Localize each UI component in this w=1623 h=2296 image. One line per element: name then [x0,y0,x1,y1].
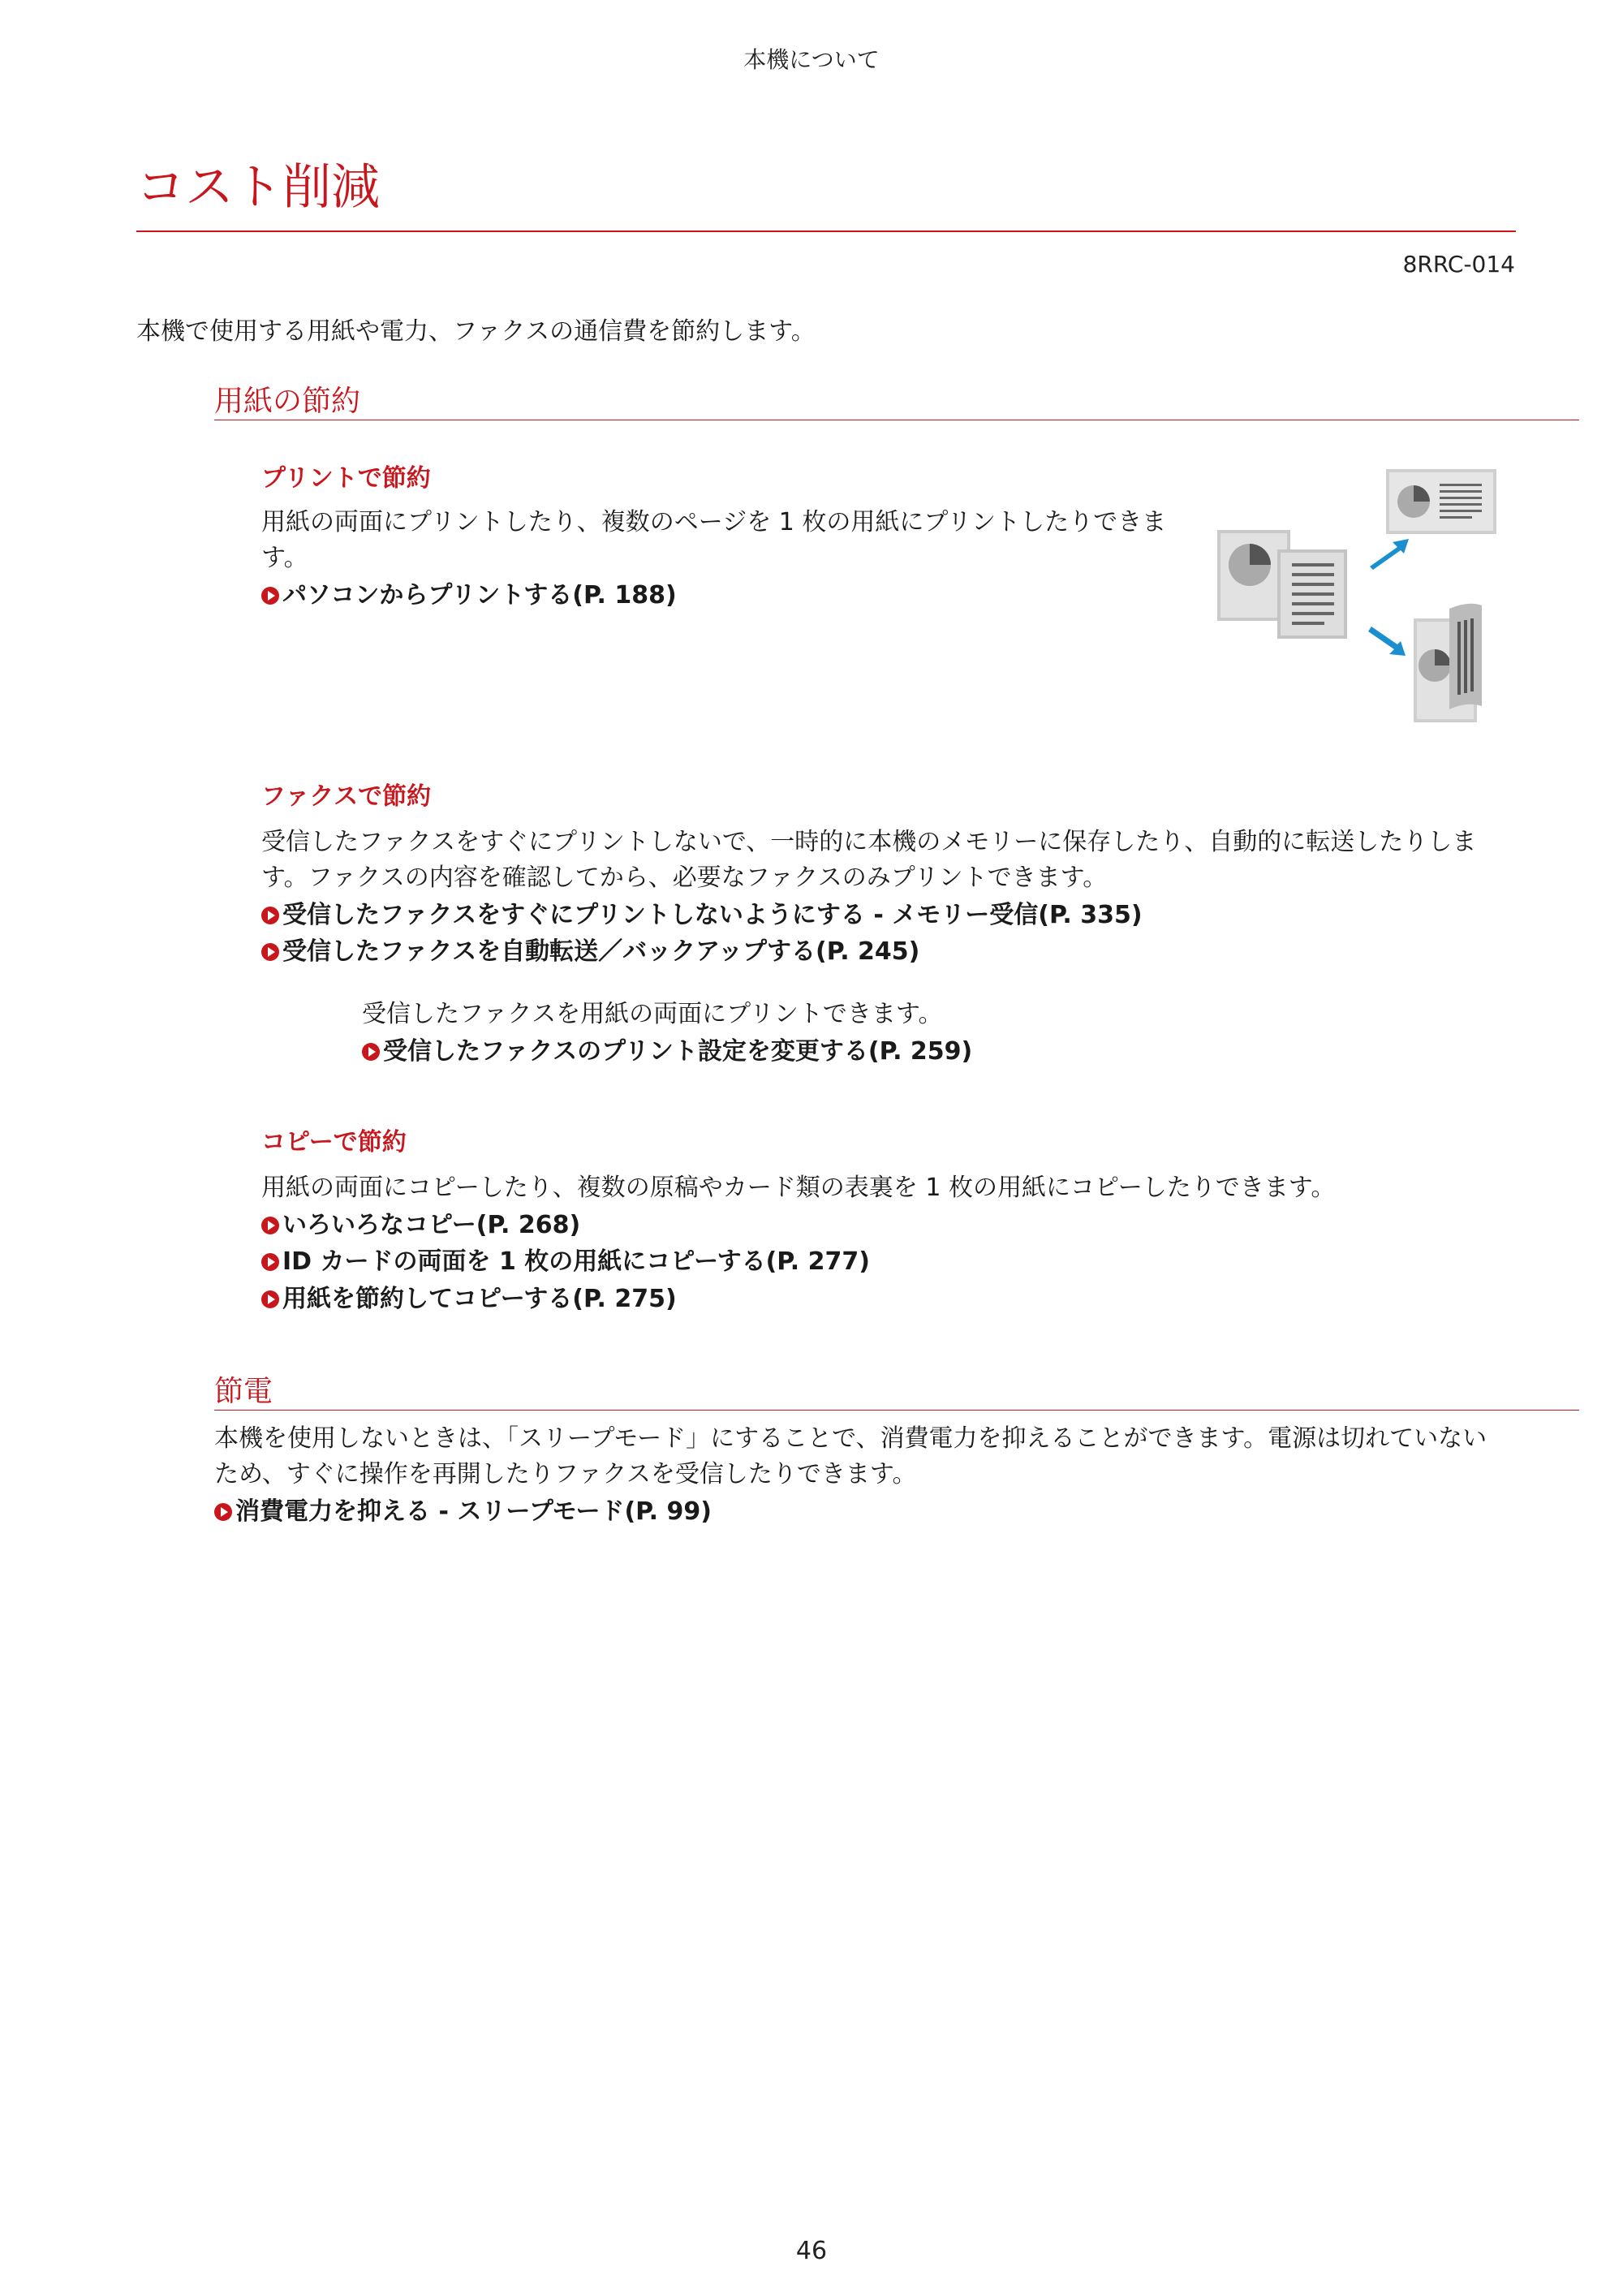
title-rule [136,230,1516,232]
duplex-print-illustration [1209,463,1501,730]
document-id: 8RRC-014 [1402,251,1515,278]
link-label: 用紙を節約してコピーする(P. 275) [282,1285,677,1313]
power-text-line2: ため、すぐに操作を再開したりファクスを受信したりできます。 [214,1460,917,1488]
duplex-page-icon [1414,604,1482,722]
print-text-line1: 用紙の両面にプリントしたり、複数のページを 1 枚の用紙にプリントしたりできま [261,508,1167,536]
link-various-copy[interactable] [261,1208,580,1243]
link-label: 受信したファクスのプリント設定を変更する(P. 259) [383,1037,973,1066]
page-title: コスト削減 [136,159,380,216]
print-text-line2: す。 [261,544,308,572]
link-auto-forward[interactable] [261,934,919,970]
link-sleep-mode[interactable] [214,1494,712,1530]
link-arrow-icon [261,587,279,605]
n-up-page-icon [1386,469,1496,534]
link-print-from-pc[interactable] [261,578,677,614]
section-heading-power: 節電 [214,1375,273,1408]
link-arrow-icon [261,1217,279,1234]
blue-arrow-icon [1368,539,1409,656]
section-heading-paper: 用紙の節約 [214,385,361,418]
link-label: パソコンからプリントする(P. 188) [282,581,677,610]
link-arrow-icon [261,1290,279,1308]
section-rule-power [214,1410,1579,1411]
subheading-print: プリントで節約 [261,464,431,493]
fax-text-line2: す。ファクスの内容を確認してから、必要なファクスのみプリントできます。 [261,864,1108,892]
link-label: いろいろなコピー(P. 268) [282,1211,581,1239]
link-label: 受信したファクスをすぐにプリントしないようにする - メモリー受信(P. 335) [282,901,1143,929]
link-arrow-icon [261,1253,279,1271]
intro-text: 本機で使用する用紙や電力、ファクスの通信費を節約します。 [136,317,816,346]
fax-text-line1: 受信したファクスをすぐにプリントしないで、一時的に本機のメモリーに保存したり、自動的に転送したりしま [261,828,1477,856]
link-arrow-icon [362,1043,380,1061]
link-label: 消費電力を抑える - スリープモード(P. 99) [235,1497,712,1526]
link-id-card-copy[interactable] [261,1244,870,1280]
link-fax-print-settings[interactable] [362,1034,972,1070]
link-label: 受信したファクスを自動転送／バックアップする(P. 245) [282,937,920,966]
running-header: 本機について [743,46,880,73]
link-save-paper-copy[interactable] [261,1282,677,1317]
link-arrow-icon [261,943,279,961]
power-text-line1: 本機を使用しないときは、「スリープモード」にすることで、消費電力を抑えることができます。電源は切れていない [214,1424,1487,1453]
link-memory-receive[interactable] [261,898,1143,933]
subheading-copy: コピーで節約 [261,1128,407,1157]
link-arrow-icon [261,907,279,924]
page-number: 46 [795,2237,828,2265]
fax-duplex-text: 受信したファクスを用紙の両面にプリントできます。 [362,1000,943,1028]
source-documents-icon [1217,530,1347,639]
subheading-fax: ファクスで節約 [261,782,432,811]
copy-text: 用紙の両面にコピーしたり、複数の原稿やカード類の表裏を 1 枚の用紙にコピーしたりできます。 [261,1174,1336,1202]
link-label: ID カードの両面を 1 枚の用紙にコピーする(P. 277) [282,1247,870,1276]
link-arrow-icon [214,1503,232,1521]
